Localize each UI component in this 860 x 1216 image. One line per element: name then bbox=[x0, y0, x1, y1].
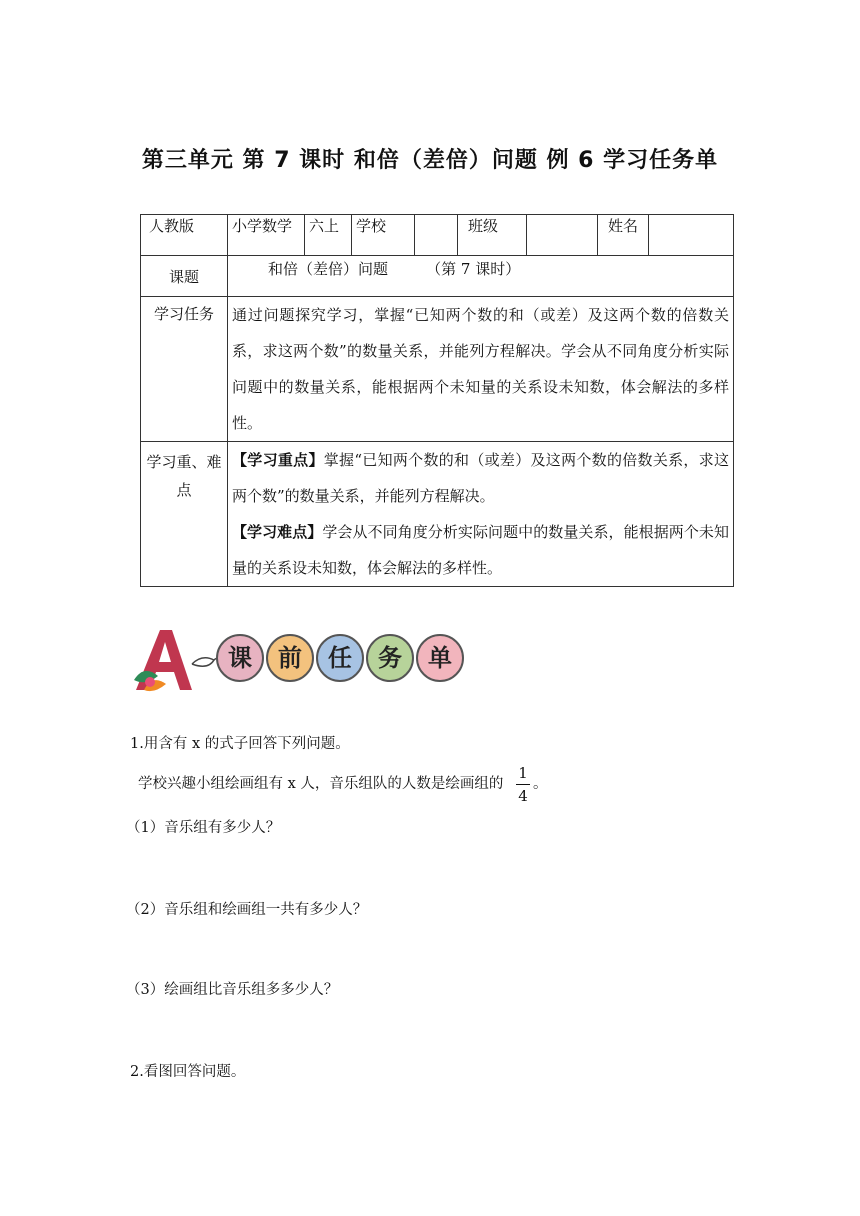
difficulty-text: 学会从不同角度分析实际问题中的数量关系，能根据两个未知量的关系设未知数，体会解法的多样性。 bbox=[232, 523, 729, 577]
difficulty-tag: 【学习难点】 bbox=[232, 523, 323, 541]
question-1a: （1）音乐组有多少人？ bbox=[126, 820, 281, 836]
topic-value: 和倍（差倍）问题 （第 7 课时） bbox=[228, 256, 734, 297]
question-2-title: 2.看图回答问题。 bbox=[130, 1064, 246, 1080]
question-1-title: 1.用含有 x 的式子回答下列问题。 bbox=[130, 736, 350, 752]
class-field[interactable] bbox=[527, 215, 598, 256]
page-title: 第三单元 第 7 课时 和倍（差倍）问题 例 6 学习任务单 bbox=[141, 148, 719, 173]
topic-label: 课题 bbox=[141, 256, 228, 297]
pre-class-task-banner bbox=[126, 622, 470, 694]
focus-value bbox=[228, 442, 734, 587]
fraction-numerator: 1 bbox=[518, 764, 528, 782]
decorative-letter-a-icon bbox=[130, 624, 230, 694]
info-table bbox=[140, 214, 734, 587]
question-1-stem-end: 。 bbox=[533, 776, 548, 792]
table-row bbox=[141, 215, 734, 256]
banner-char-3: 任 bbox=[316, 634, 364, 682]
table-row bbox=[141, 442, 734, 587]
focus-label: 学习重、难点 bbox=[141, 442, 228, 587]
edition-cell: 人教版 bbox=[141, 215, 228, 256]
banner-char-2: 前 bbox=[266, 634, 314, 682]
task-value: 通过问题探究学习，掌握“已知两个数的和（或差）及这两个数的倍数关系，求这两个数”的数量关系，并能列方程解决。学会从不同角度分析实际问题中的数量关系，能根据两个未知量的关系设未知数，体会解法的多样性。 bbox=[228, 297, 734, 442]
banner-char-1: 课 bbox=[216, 634, 264, 682]
task-label: 学习任务 bbox=[141, 297, 228, 442]
class-label: 班级 bbox=[458, 215, 527, 256]
question-1-stem: 学校兴趣小组绘画组有 x 人，音乐组队的人数是绘画组的 bbox=[138, 776, 504, 792]
banner-char-4: 务 bbox=[366, 634, 414, 682]
fraction-denominator: 4 bbox=[518, 787, 528, 805]
banner-char-5: 单 bbox=[416, 634, 464, 682]
key-point-tag: 【学习重点】 bbox=[232, 451, 324, 469]
subject-cell: 小学数学 bbox=[228, 215, 305, 256]
school-field[interactable] bbox=[415, 215, 458, 256]
question-1b: （2）音乐组和绘画组一共有多少人？ bbox=[126, 902, 368, 918]
key-point-text: 掌握“已知两个数的和（或差）及这两个数的倍数关系，求这两个数”的数量关系，并能列方程解决。 bbox=[232, 451, 729, 505]
school-label: 学校 bbox=[352, 215, 415, 256]
name-field[interactable] bbox=[649, 215, 734, 256]
name-label: 姓名 bbox=[598, 215, 649, 256]
question-1c: （3）绘画组比音乐组多多少人？ bbox=[126, 982, 339, 998]
grade-cell: 六上 bbox=[305, 215, 352, 256]
fraction bbox=[516, 764, 530, 805]
fraction-bar bbox=[516, 784, 530, 785]
table-row bbox=[141, 256, 734, 297]
table-row bbox=[141, 297, 734, 442]
